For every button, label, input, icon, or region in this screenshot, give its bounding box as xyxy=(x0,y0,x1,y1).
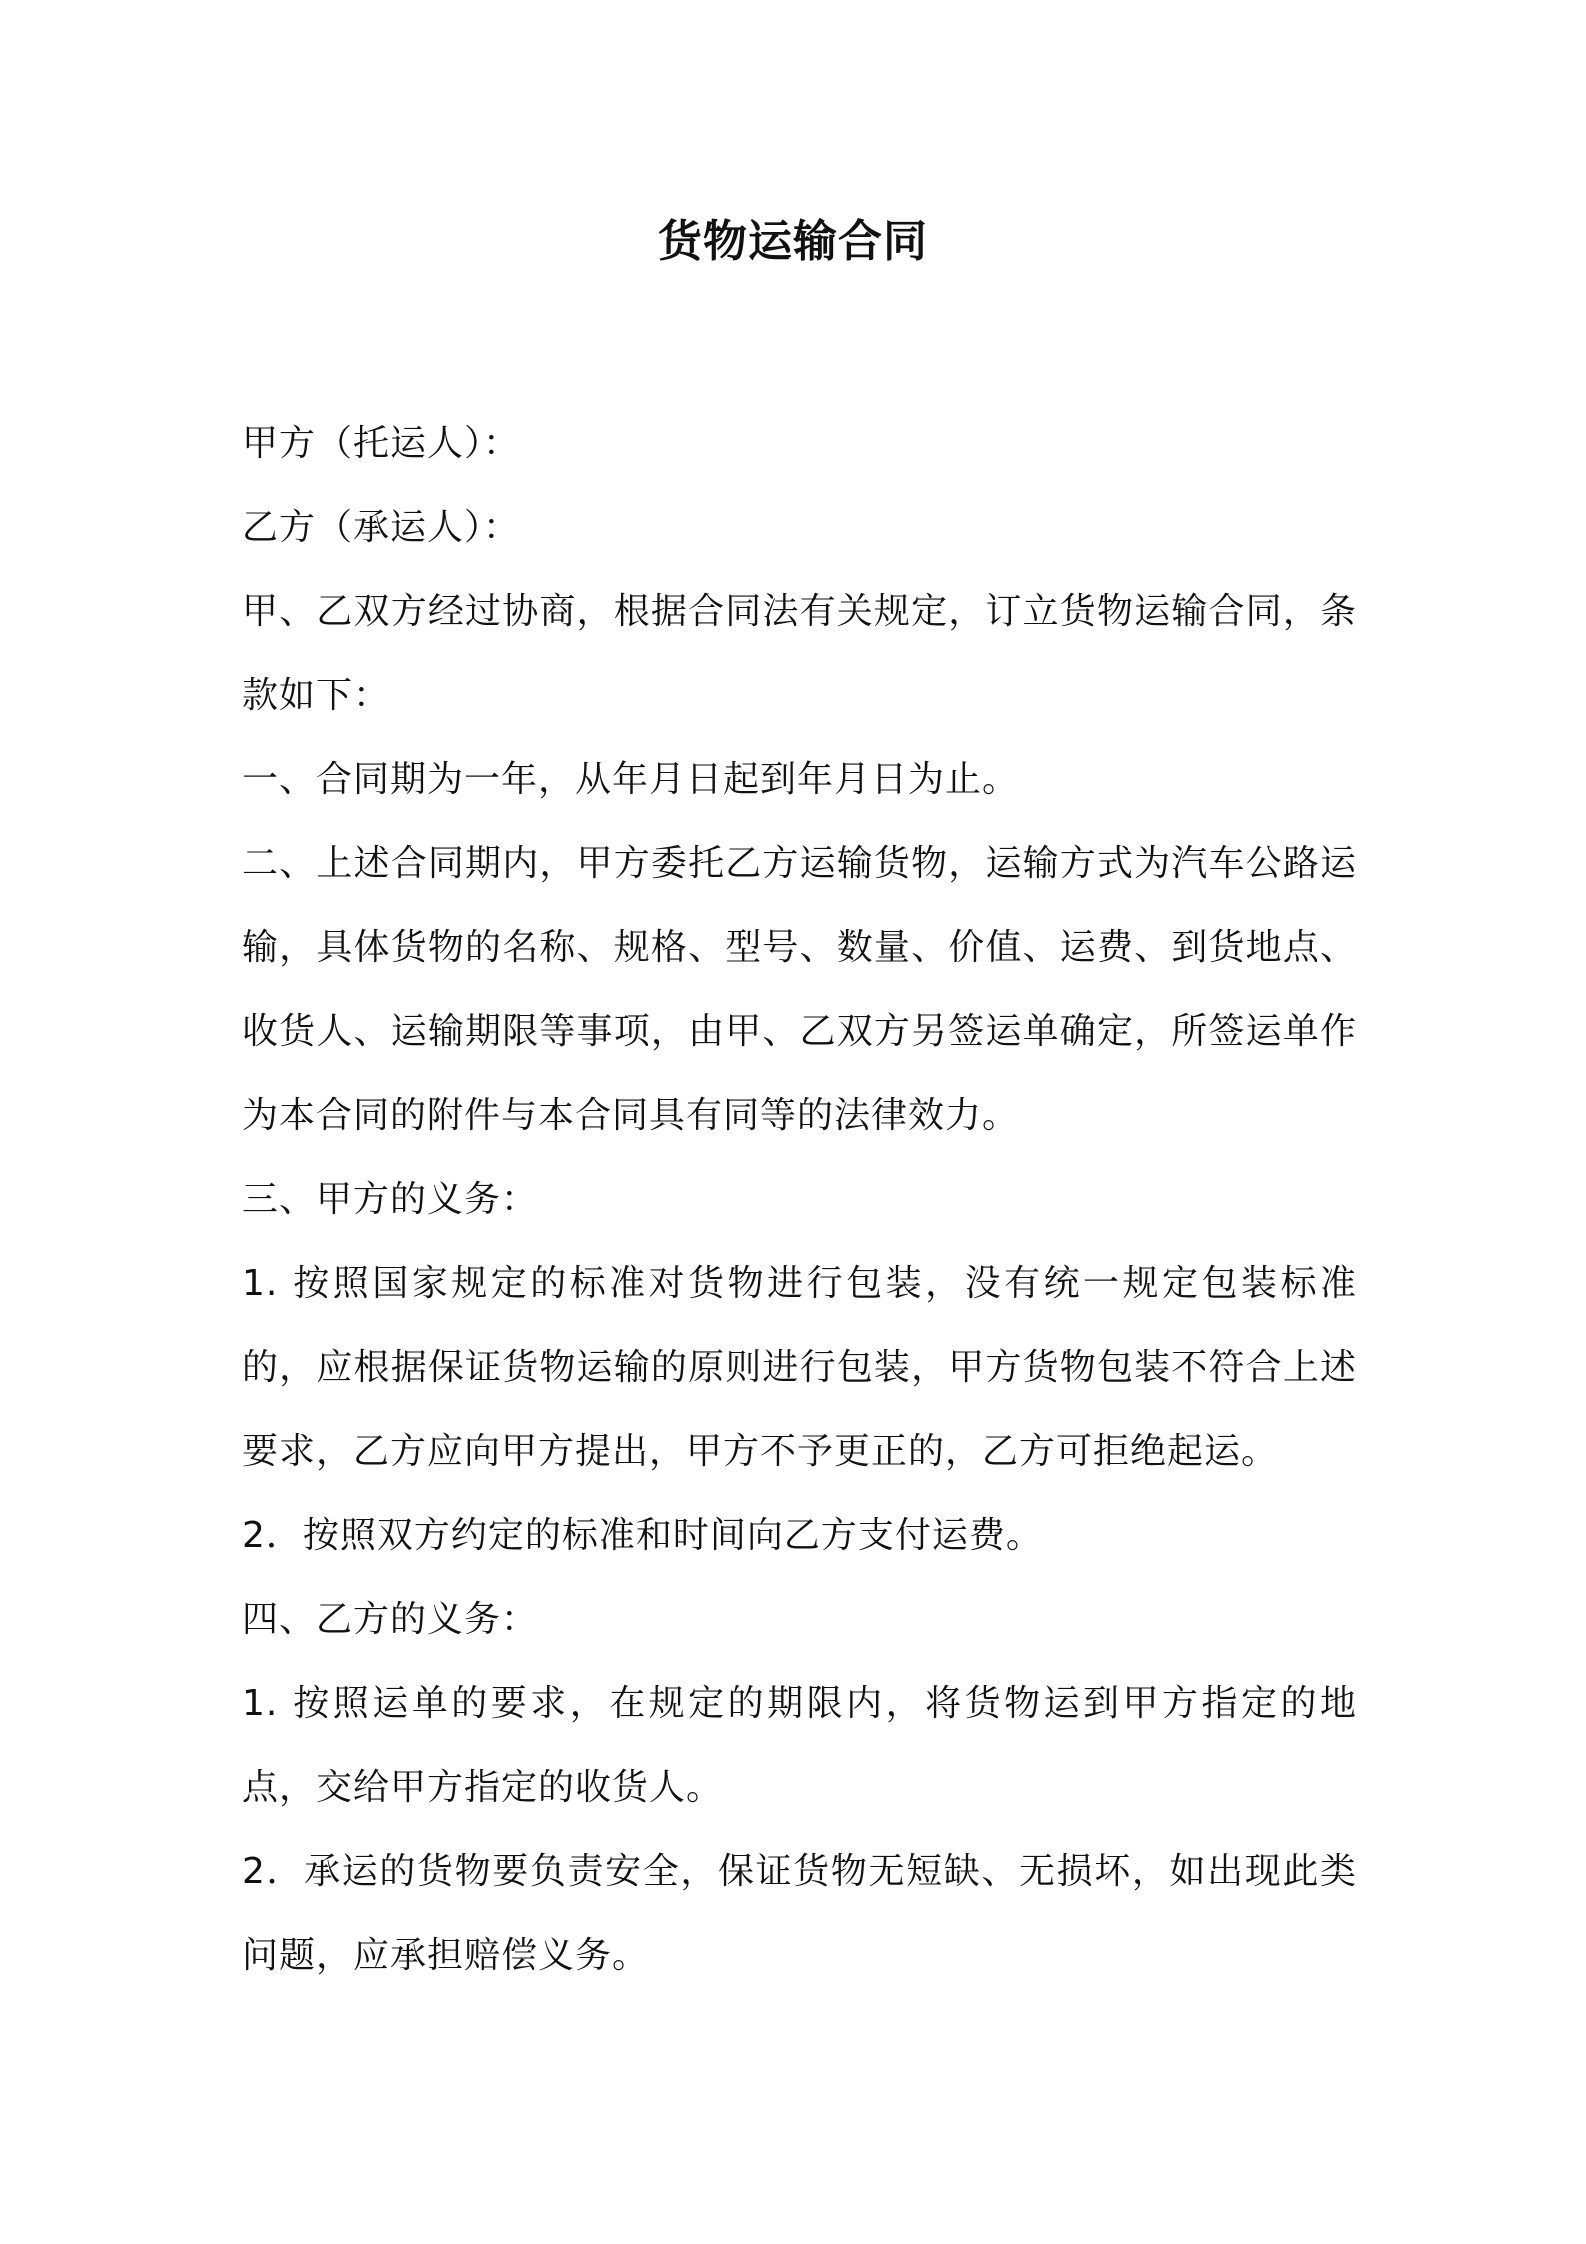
party-b-line: 乙方（承运人）： xyxy=(242,507,521,548)
clause-4-item-2: 2．承运的货物要负责安全，保证货物无短缺、无损坏，如出现此类问题，应承担赔偿义务。 xyxy=(242,1851,1357,1976)
clause-4-item-1: 1. 按照运单的要求，在规定的期限内，将货物运到甲方指定的地点，交给甲方指定的收货人。 xyxy=(242,1683,1357,1808)
clause-1-term: 一、合同期为一年，从年月日起到年月日为止。 xyxy=(242,759,1020,800)
document-title: 货物运输合同 xyxy=(658,216,928,267)
document-body xyxy=(242,402,1357,1998)
clause-3-item-2: 2．按照双方约定的标准和时间向乙方支付运费。 xyxy=(242,1515,1043,1556)
clause-3-item-1: 1. 按照国家规定的标准对货物进行包装，没有统一规定包装标准的，应根据保证货物运输的原则进行包装，甲方货物包装不符合上述要求，乙方应向甲方提出，甲方不予更正的，乙方可拒绝起运。 xyxy=(242,1263,1357,1472)
preamble-paragraph: 甲、乙双方经过协商，根据合同法有关规定，订立货物运输合同，条款如下： xyxy=(242,591,1357,716)
party-a-line: 甲方（托运人）： xyxy=(242,423,521,464)
clause-2-transport: 二、上述合同期内，甲方委托乙方运输货物，运输方式为汽车公路运输，具体货物的名称、规格、型号、数量、价值、运费、到货地点、收货人、运输期限等事项，由甲、乙双方另签运单确定，所签运单作为本合同的附件与本合同具有同等的法律效力。 xyxy=(242,843,1357,1136)
clause-3-heading: 三、甲方的义务： xyxy=(242,1179,539,1220)
clause-4-heading: 四、乙方的义务： xyxy=(242,1599,539,1640)
